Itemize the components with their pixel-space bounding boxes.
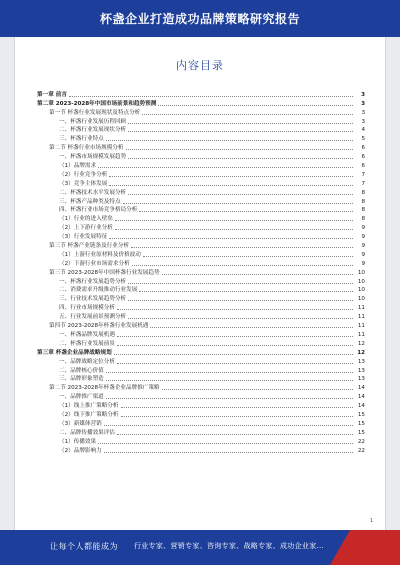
- toc-entry[interactable]: [37, 446, 365, 455]
- toc-entry-page: 15: [357, 429, 365, 436]
- toc-entry-page: 9: [361, 251, 365, 258]
- toc-entry-page: 3: [361, 91, 365, 98]
- toc-entry[interactable]: [37, 321, 365, 330]
- toc-entry[interactable]: [37, 419, 365, 428]
- toc-leader-dots: [117, 309, 353, 310]
- toc-entry-label: 第二章 2023-2028年中国市场前景和趋势预测: [37, 100, 157, 107]
- toc-entry-label: （1）上游行业原材料及价格波动: [59, 251, 141, 258]
- toc-entry-label: 二、杯盏技术水平发展分析: [59, 189, 127, 196]
- toc-entry[interactable]: [37, 90, 365, 99]
- toc-entry[interactable]: [37, 179, 365, 188]
- toc-entry-label: 二、品牌传播效果评估: [59, 429, 115, 436]
- toc-entry-label: 第二节 2023-2028年杯盏企业品牌推广策略: [49, 385, 160, 392]
- toc-leader-dots: [128, 194, 353, 195]
- toc-leader-dots: [128, 158, 353, 159]
- toc-entry-label: 二、消费需求升级推动行业发展: [59, 287, 138, 294]
- toc-entry[interactable]: [37, 383, 365, 392]
- toc-leader-dots: [115, 220, 353, 221]
- toc-leader-dots: [128, 131, 353, 132]
- toc-entry[interactable]: [37, 152, 365, 161]
- toc-entry-label: 三、品牌形象塑造: [59, 376, 104, 383]
- toc-entry-label: （2）品牌影响力: [59, 447, 102, 454]
- toc-leader-dots: [106, 398, 353, 399]
- toc-entry-page: 12: [357, 349, 365, 356]
- toc-entry-page: 13: [357, 358, 365, 365]
- toc-entry-label: （2）下游行业市场需求分析: [59, 260, 130, 267]
- toc-entry[interactable]: [37, 259, 365, 268]
- toc-entry-label: 第三节 2023-2028年中国杯盏行业发展趋势: [49, 269, 160, 276]
- report-header: [0, 0, 400, 37]
- toc-entry-label: （1）线上推广策略分析: [59, 403, 119, 410]
- toc-entry-label: 二、杯盏行业发展现状分析: [59, 127, 127, 134]
- toc-leader-dots: [121, 416, 354, 417]
- toc-entry[interactable]: [37, 134, 365, 143]
- toc-leader-dots: [121, 407, 354, 408]
- toc-entry[interactable]: [37, 214, 365, 223]
- toc-entry-page: 13: [357, 367, 365, 374]
- toc-leader-dots: [98, 443, 353, 444]
- report-footer: [0, 530, 400, 565]
- toc-entry[interactable]: [37, 339, 365, 348]
- toc-leader-dots: [128, 283, 353, 284]
- toc-leader-dots: [117, 434, 353, 435]
- toc-entry-page: 6: [361, 163, 365, 170]
- toc-entry-page: 6: [361, 154, 365, 161]
- toc-leader-dots: [128, 318, 353, 319]
- toc-entry-page: 12: [357, 340, 365, 347]
- toc-entry-label: （3）行业发展特征: [59, 234, 108, 241]
- toc-entry-page: 3: [361, 100, 365, 107]
- toc-leader-dots: [117, 345, 353, 346]
- toc-entry[interactable]: [37, 428, 365, 437]
- toc-leader-dots: [104, 425, 353, 426]
- toc-entry[interactable]: [37, 223, 365, 232]
- toc-entry[interactable]: [37, 294, 365, 303]
- toc-leader-dots: [104, 452, 353, 453]
- toc-entry-page: 14: [357, 394, 365, 401]
- toc-entry-label: 三、行业技术发展趋势分析: [59, 296, 127, 303]
- toc-entry[interactable]: [37, 197, 365, 206]
- toc-entry[interactable]: [37, 143, 365, 152]
- toc-entry-page: 10: [357, 296, 365, 303]
- toc-entry-page: 8: [361, 189, 365, 196]
- toc-leader-dots: [106, 380, 353, 381]
- page-number: 1: [369, 518, 373, 524]
- toc-leader-dots: [162, 389, 353, 390]
- toc-entry-label: 一、杯盏行业发展历程回顾: [59, 118, 127, 125]
- toc-entry[interactable]: [37, 366, 365, 375]
- toc-entry-page: 11: [357, 314, 365, 321]
- toc-entry[interactable]: [37, 108, 365, 117]
- toc-entry-label: （3）竞争主体发展: [59, 180, 108, 187]
- toc-entry-page: 3: [361, 109, 365, 116]
- toc-entry-label: （1）行业的进入壁垒: [59, 216, 113, 223]
- toc-leader-dots: [114, 354, 353, 355]
- toc-entry-label: 一、品牌战略定位分析: [59, 358, 115, 365]
- toc-leader-dots: [128, 300, 353, 301]
- toc-entry[interactable]: [37, 250, 365, 259]
- toc-entry-page: 9: [361, 225, 365, 232]
- toc-entry-page: 6: [361, 145, 365, 152]
- toc-entry[interactable]: [37, 126, 365, 135]
- toc-entry-label: 一、杯盏品牌发展机遇: [59, 331, 115, 338]
- toc-entry-page: 11: [357, 323, 365, 330]
- toc-entry-label: 二、品牌核心价值: [59, 367, 104, 374]
- toc-entry-page: 9: [361, 234, 365, 241]
- toc-entry-page: 13: [357, 376, 365, 383]
- toc-entry[interactable]: [37, 268, 365, 277]
- toc-leader-dots: [109, 185, 353, 186]
- toc-entry-page: 7: [361, 171, 365, 178]
- toc-entry-page: 10: [357, 269, 365, 276]
- toc-entry-label: 第四节 2023-2028年杯盏行业发展机遇: [49, 323, 149, 330]
- toc-leader-dots: [128, 123, 353, 124]
- toc-entry[interactable]: [37, 348, 365, 357]
- toc-leader-dots: [143, 256, 353, 257]
- footer-accent-block: [330, 530, 400, 565]
- toc-entry[interactable]: [37, 206, 365, 215]
- toc-entry-page: 22: [357, 447, 365, 454]
- toc-entry-label: 二、杯盏行业发展前景: [59, 340, 115, 347]
- toc-entry-label: 五、行业发展前景预测分析: [59, 314, 127, 321]
- toc-entry-label: 四、行业市场规模分析: [59, 305, 115, 312]
- toc-leader-dots: [142, 114, 353, 115]
- toc-entry[interactable]: [37, 232, 365, 241]
- toc-entry[interactable]: [37, 241, 365, 250]
- toc-entry-label: 四、杯盏行业市场竞争格局分析: [59, 207, 138, 214]
- toc-entry[interactable]: [37, 117, 365, 126]
- toc-entry-label: （1）品牌需求: [59, 163, 97, 170]
- toc-leader-dots: [131, 247, 353, 248]
- toc-leader-dots: [132, 265, 353, 266]
- toc-entry-label: （3）新媒体营销: [59, 420, 102, 427]
- toc-entry[interactable]: [37, 99, 365, 108]
- toc-leader-dots: [117, 363, 353, 364]
- toc-entry-label: （2）线下推广策略分析: [59, 411, 119, 418]
- toc-entry-page: 4: [361, 127, 365, 134]
- footer-tagline: 行业专家、营销专家、咨询专家、战略专家、成功企业家...: [134, 542, 325, 550]
- table-of-contents: [37, 90, 365, 455]
- toc-entry-page: 11: [357, 305, 365, 312]
- toc-entry-label: 三、杯盏行业特点: [59, 136, 104, 143]
- toc-entry-page: 15: [357, 411, 365, 418]
- toc-entry[interactable]: [37, 303, 365, 312]
- toc-entry-label: 三、杯盏产品种类及特点: [59, 198, 121, 205]
- toc-entry[interactable]: [37, 401, 365, 410]
- toc-entry[interactable]: [37, 437, 365, 446]
- footer-slogan: 让每个人都能成为: [50, 542, 118, 551]
- toc-entry-page: 10: [357, 278, 365, 285]
- toc-entry-label: 一、杯盏市场规模发展趋势: [59, 154, 127, 161]
- toc-entry[interactable]: [37, 277, 365, 286]
- toc-leader-dots: [117, 336, 353, 337]
- toc-entry-page: 7: [361, 180, 365, 187]
- toc-leader-dots: [69, 96, 353, 97]
- toc-entry[interactable]: [37, 312, 365, 321]
- report-title: 杯盏企业打造成功品牌策略研究报告: [99, 12, 300, 26]
- toc-entry-page: 14: [357, 403, 365, 410]
- toc-leader-dots: [106, 372, 353, 373]
- toc-entry[interactable]: [37, 161, 365, 170]
- toc-entry-page: 14: [357, 385, 365, 392]
- toc-entry-label: 一、杯盏行业发展趋势分析: [59, 278, 127, 285]
- toc-entry-page: 15: [357, 420, 365, 427]
- toc-entry-page: 9: [361, 260, 365, 267]
- toc-entry-label: 第三章 杯盏企业品牌战略规划: [37, 349, 112, 356]
- toc-entry-label: （2）上下游行业分析: [59, 225, 113, 232]
- toc-entry-page: 8: [361, 198, 365, 205]
- toc-entry[interactable]: [37, 410, 365, 419]
- toc-entry-label: 第三节 杯盏产业链条及行业分析: [49, 243, 130, 250]
- toc-entry-page: 22: [357, 438, 365, 445]
- toc-entry-label: 一、品牌推广渠道: [59, 394, 104, 401]
- toc-leader-dots: [123, 203, 353, 204]
- toc-leader-dots: [115, 229, 353, 230]
- toc-entry[interactable]: [37, 330, 365, 339]
- toc-entry-page: 11: [357, 331, 365, 338]
- toc-entry[interactable]: [37, 188, 365, 197]
- toc-entry-page: 9: [361, 243, 365, 250]
- toc-leader-dots: [139, 211, 353, 212]
- toc-entry-page: 5: [361, 136, 365, 143]
- toc-entry[interactable]: [37, 286, 365, 295]
- toc-entry-label: （2）行业竞争分析: [59, 171, 108, 178]
- toc-leader-dots: [162, 274, 353, 275]
- toc-leader-dots: [109, 176, 353, 177]
- toc-entry-page: 10: [357, 287, 365, 294]
- toc-entry-label: 第二节 杯盏行业市场规模分析: [49, 145, 124, 152]
- toc-entry[interactable]: [37, 375, 365, 384]
- toc-leader-dots: [139, 291, 353, 292]
- document-page: [14, 37, 386, 530]
- toc-entry[interactable]: [37, 170, 365, 179]
- toc-leader-dots: [158, 105, 353, 106]
- toc-entry-page: 8: [361, 207, 365, 214]
- toc-entry-page: 3: [361, 118, 365, 125]
- toc-leader-dots: [106, 140, 353, 141]
- toc-entry-label: 第一章 前言: [37, 91, 67, 98]
- toc-leader-dots: [98, 167, 353, 168]
- toc-leader-dots: [109, 238, 353, 239]
- toc-heading: 内容目录: [176, 59, 224, 72]
- toc-entry-label: （1）传播效果: [59, 438, 97, 445]
- toc-leader-dots: [150, 327, 353, 328]
- toc-leader-dots: [126, 149, 354, 150]
- toc-entry-label: 第一节 杯盏行业发展现状及特点分析: [49, 109, 141, 116]
- toc-entry[interactable]: [37, 357, 365, 366]
- toc-entry-page: 8: [361, 216, 365, 223]
- toc-entry[interactable]: [37, 392, 365, 401]
